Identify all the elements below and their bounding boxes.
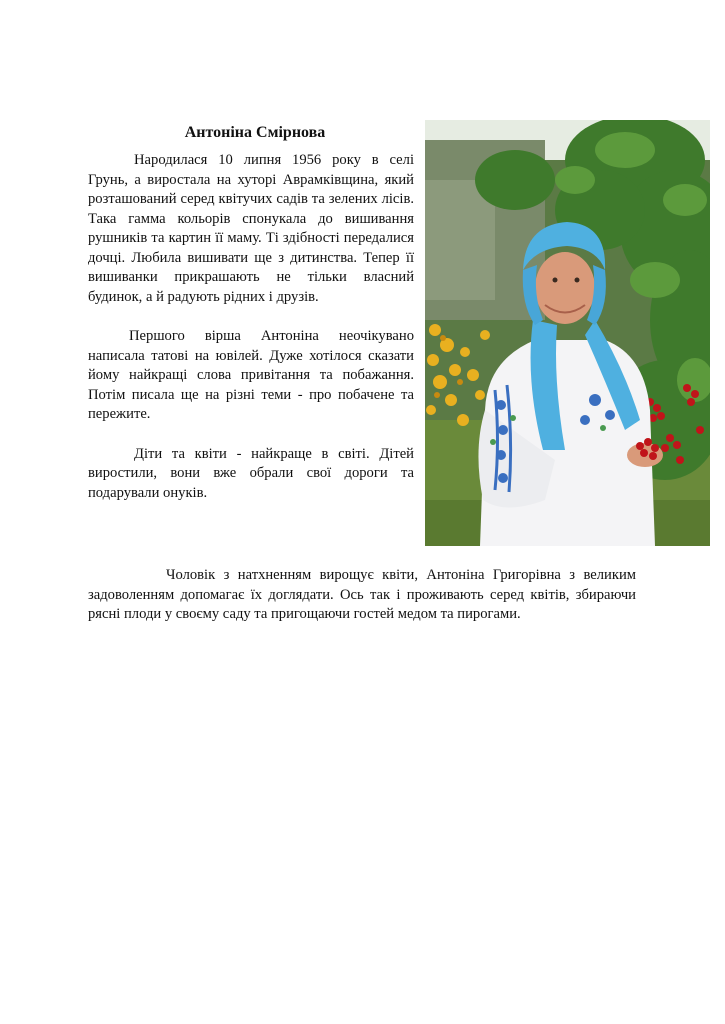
text-column	[88, 151, 414, 523]
paragraph-birth: Народилася 10 липня 1956 року в селі Грунь, а виростала на хуторі Аврамківщина, який розташований серед квітучих садів та зелених лісів. Така гамма кольорів спонукала до вишивання рушників та картин її маму. Ті здібності передалися дочці. Любила вишивати ще з дитинства. Тепер її вишиванки прикрашають не тільки власний будинок, а й радують рідних і друзів.	[88, 152, 414, 305]
paragraph-first-poem: Першого вірша Антоніна неочікувано написала татові на ювілей. Дуже хотілося сказати йому найкращі слова привітання та побажання. Потім писала ще на різні теми - про побачене та пережите.	[88, 328, 414, 422]
portrait-photo	[425, 120, 710, 546]
paragraph-closing: Чоловік з натхненням вирощує квіти, Антоніна Григорівна з великим задоволенням допомагає їх доглядати. Ось так і проживають серед квітів, збираючи рясні плоди у своєму саду та пригощаючи гостей медом та пирогами.	[88, 567, 636, 622]
paragraph-children: Діти та квіти - найкраще в світі. Дітей виростили, вони вже обрали свої дороги та подарували онуків.	[88, 445, 414, 501]
document-title: Антоніна Смірнова	[184, 124, 326, 141]
